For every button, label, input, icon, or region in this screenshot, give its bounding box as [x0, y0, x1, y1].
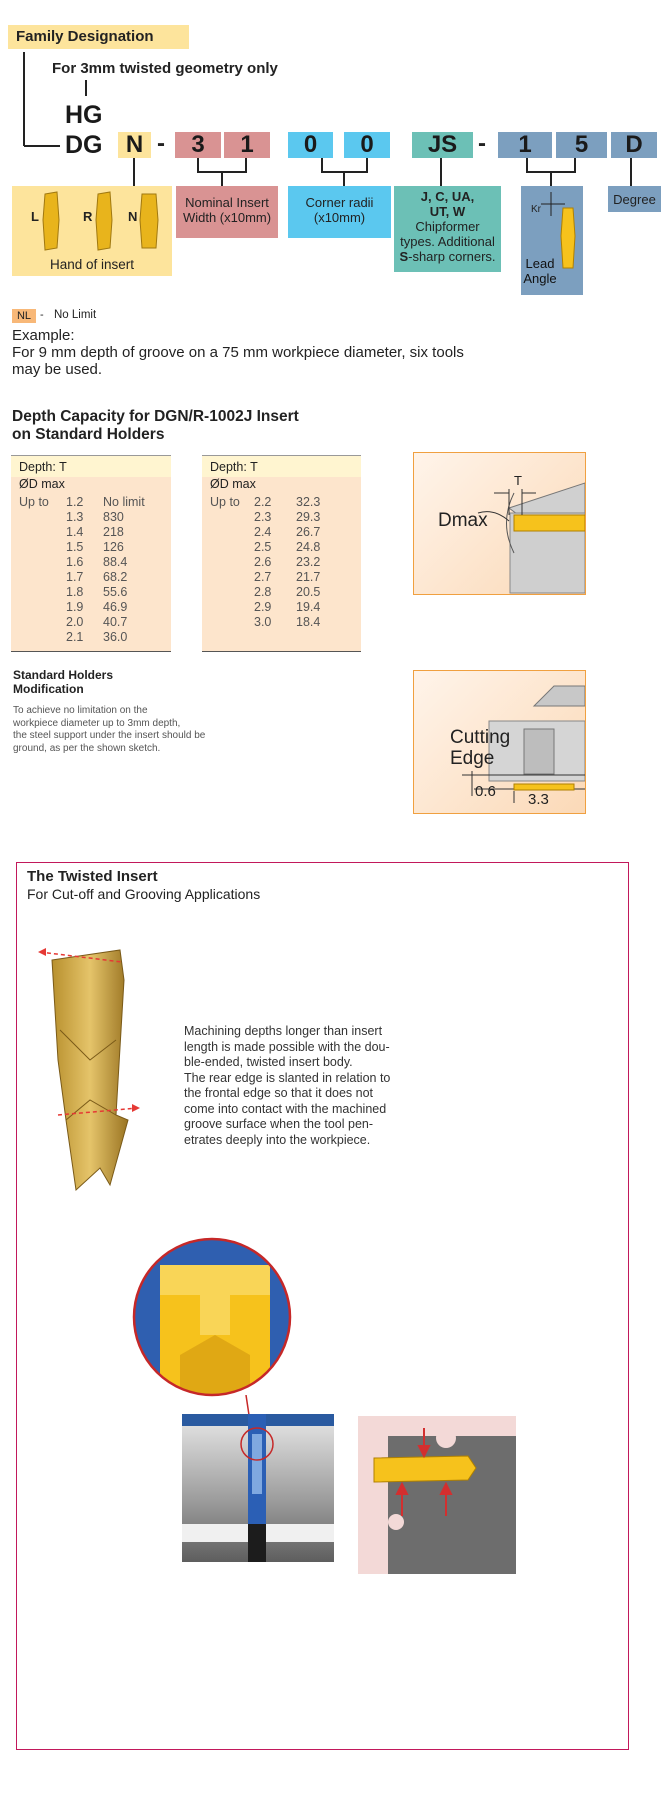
- hand-of-insert-label: Hand of insert: [49, 257, 135, 272]
- depth-value: 1.6: [66, 555, 84, 569]
- table-row: [202, 525, 361, 540]
- table-row: [11, 510, 171, 525]
- radii-description: [288, 186, 391, 238]
- radii-desc-line1: Corner radii: [305, 195, 374, 210]
- example-line2: may be used.: [12, 361, 103, 378]
- dmax-value: 29.3: [296, 510, 321, 524]
- example-line1: For 9 mm depth of groove on a 75 mm workpiece diameter, six tools: [12, 344, 464, 361]
- degree-description: Degree: [608, 186, 661, 212]
- hand-label-n: N: [128, 209, 138, 224]
- dmax-value: 23.2: [296, 555, 321, 569]
- dg-code: DG: [65, 131, 103, 159]
- table-row: [11, 540, 171, 555]
- chipformer-description: [394, 186, 501, 272]
- dmax-value: 88.4: [103, 555, 128, 569]
- table-row: [11, 600, 171, 615]
- table-row: [11, 585, 171, 600]
- dmax-value: 36.0: [103, 630, 128, 644]
- twisted-text-line: groove surface when the tool pen-: [184, 1117, 374, 1131]
- example-heading: Example:: [12, 327, 75, 344]
- radii-desc-line2: (x10mm): [313, 210, 366, 225]
- dmax-value: 830: [103, 510, 124, 524]
- depth-capacity-title: [12, 408, 299, 444]
- depth-value: 2.9: [254, 600, 272, 614]
- table-row: [202, 615, 361, 630]
- holders-title-line1: Standard Holders: [13, 668, 114, 682]
- depth-value: 2.2: [254, 495, 272, 509]
- lead-label-line1: Lead: [525, 256, 555, 271]
- code-radii-1: 0: [288, 132, 333, 158]
- chip-desc-line4: types. Additional: [400, 234, 495, 249]
- table-row: [11, 615, 171, 630]
- cutting-edge-figure: [413, 670, 586, 814]
- depth-value: 1.3: [66, 510, 84, 524]
- twisted-text-line: the frontal edge so that it does not: [184, 1086, 374, 1100]
- lead-angle-label: [521, 256, 559, 286]
- table-row: [202, 600, 361, 615]
- dmax-value: 46.9: [103, 600, 128, 614]
- dmax-value: 40.7: [103, 615, 128, 629]
- chip-desc-line2: UT, W: [429, 204, 466, 219]
- dmax-value: 24.8: [296, 540, 321, 554]
- table1-header-dmax: ØD max: [11, 477, 171, 495]
- cutting-label-line1: Cutting: [450, 727, 511, 748]
- dmax-value: 32.3: [296, 495, 321, 509]
- dmax-value: 55.6: [103, 585, 128, 599]
- holders-text-line4: ground, as per the shown sketch.: [13, 742, 161, 754]
- depth-title-line1: Depth Capacity for DGN/R-1002J Insert: [12, 408, 299, 425]
- code-width-1: 3: [175, 132, 221, 158]
- depth-value: 3.0: [254, 615, 272, 629]
- dmax-value: 26.7: [296, 525, 321, 539]
- dmax-value: 19.4: [296, 600, 321, 614]
- dmax-value: 218: [103, 525, 124, 539]
- dmax-label: Dmax: [438, 510, 488, 531]
- table-row: [202, 495, 361, 510]
- family-designation-title: Family Designation: [8, 25, 189, 49]
- holders-text-line3: the steel support under the insert should be: [13, 730, 206, 741]
- lead-angle-symbol: Kr: [531, 204, 541, 215]
- t-label: T: [514, 473, 522, 488]
- table-row: [202, 555, 361, 570]
- dim-3-3: 3.3: [528, 791, 549, 808]
- depth-value: 1.7: [66, 570, 84, 584]
- twisted-text-line: come into contact with the machined: [184, 1101, 387, 1116]
- code-degree: D: [611, 132, 657, 158]
- up-to-label: Up to: [210, 495, 240, 509]
- depth-value: 1.9: [66, 600, 84, 614]
- example-block: [12, 327, 464, 378]
- depth-table-1: [11, 455, 171, 652]
- cutting-edge-label: [450, 727, 510, 769]
- code-chipformer: JS: [412, 132, 473, 158]
- hand-label-r: R: [83, 209, 93, 224]
- chip-desc-line3: Chipformer: [415, 219, 480, 234]
- dmax-value: No limit: [103, 495, 145, 509]
- holders-text-line1: To achieve no limitation on the: [13, 705, 148, 716]
- table-row: [202, 510, 361, 525]
- depth-value: 1.5: [66, 540, 84, 554]
- holders-title-line2: Modification: [13, 682, 84, 696]
- hand-label-l: L: [31, 209, 39, 224]
- table2-header-dmax: ØD max: [202, 477, 361, 495]
- dmax-value: 126: [103, 540, 124, 554]
- depth-value: 2.3: [254, 510, 272, 524]
- dmax-value: 18.4: [296, 615, 321, 629]
- table-row: [11, 555, 171, 570]
- dmax-value: 20.5: [296, 585, 321, 599]
- holders-title: [13, 668, 113, 696]
- chip-desc-line5: [394, 249, 501, 264]
- holders-text: [13, 705, 205, 755]
- depth-value: 2.8: [254, 585, 272, 599]
- code-lead-2: 5: [556, 132, 607, 158]
- depth-table-2: [202, 455, 361, 652]
- code-lead-1: 1: [498, 132, 552, 158]
- depth-value: 2.1: [66, 630, 84, 644]
- family-subtitle: For 3mm twisted geometry only: [52, 60, 278, 77]
- table-row: [202, 570, 361, 585]
- lead-angle-panel: [521, 186, 583, 295]
- code-width-2: 1: [224, 132, 270, 158]
- depth-value: 2.7: [254, 570, 272, 584]
- code-hand: N: [118, 132, 151, 158]
- depth-value: 1.4: [66, 525, 84, 539]
- table-row: [11, 570, 171, 585]
- twisted-text-line: length is made possible with the dou-: [184, 1039, 390, 1054]
- width-desc-line2: Width (x10mm): [182, 210, 272, 225]
- depth-value: 2.4: [254, 525, 272, 539]
- cutting-label-line2: Edge: [450, 748, 495, 769]
- dmax-figure: [413, 452, 586, 595]
- chip-desc-sharp: S: [399, 249, 409, 264]
- twisted-text-line: etrates deeply into the workpiece.: [184, 1132, 371, 1147]
- table-row: [11, 525, 171, 540]
- nl-badge: NL: [12, 309, 36, 323]
- depth-title-line2: on Standard Holders: [12, 426, 165, 443]
- twisted-text-line: The rear edge is slanted in relation to: [184, 1070, 391, 1085]
- table-row: [11, 630, 171, 645]
- code-dash: -: [478, 130, 486, 157]
- table-row: [202, 585, 361, 600]
- twisted-text-line: Machining depths longer than insert: [184, 1024, 383, 1038]
- insert-forces-diagram: [358, 1416, 516, 1574]
- holders-text-line2: workpiece diameter up to 3mm depth,: [13, 717, 181, 729]
- chip-desc-line1: J, C, UA,: [420, 189, 475, 204]
- twisted-insert-title: The Twisted Insert: [27, 868, 158, 885]
- table-row: [202, 540, 361, 555]
- up-to-label: Up to: [19, 495, 49, 509]
- table-row: [11, 495, 171, 510]
- depth-value: 2.0: [66, 615, 84, 629]
- magnified-insert-circle: [130, 1235, 300, 1405]
- depth-value: 1.8: [66, 585, 84, 599]
- chip-desc-rest: -sharp corners.: [408, 249, 496, 264]
- twisted-text-line: ble-ended, twisted insert body.: [184, 1055, 353, 1069]
- depth-value: 1.2: [66, 495, 84, 509]
- groove-photo: [182, 1414, 334, 1562]
- code-radii-2: 0: [344, 132, 390, 158]
- code-dash: -: [157, 130, 165, 157]
- dmax-value: 21.7: [296, 570, 321, 584]
- hg-code: HG: [65, 101, 103, 129]
- twisted-insert-illustration: [30, 940, 150, 1200]
- width-description: [176, 186, 278, 238]
- depth-value: 2.5: [254, 540, 272, 554]
- nl-dash: -: [40, 309, 44, 321]
- twisted-insert-text: [184, 1024, 390, 1148]
- hand-of-insert-panel: [12, 186, 172, 276]
- dmax-value: 68.2: [103, 570, 128, 584]
- table2-header-depth: Depth: T: [202, 455, 361, 477]
- nl-text: No Limit: [54, 309, 97, 321]
- twisted-insert-subtitle: For Cut-off and Grooving Applications: [27, 886, 261, 902]
- width-desc-line1: Nominal Insert: [185, 195, 269, 210]
- depth-value: 2.6: [254, 555, 272, 569]
- lead-label-line2: Angle: [523, 271, 557, 286]
- table1-header-depth: Depth: T: [11, 455, 171, 477]
- dim-0-6: 0.6: [475, 783, 496, 800]
